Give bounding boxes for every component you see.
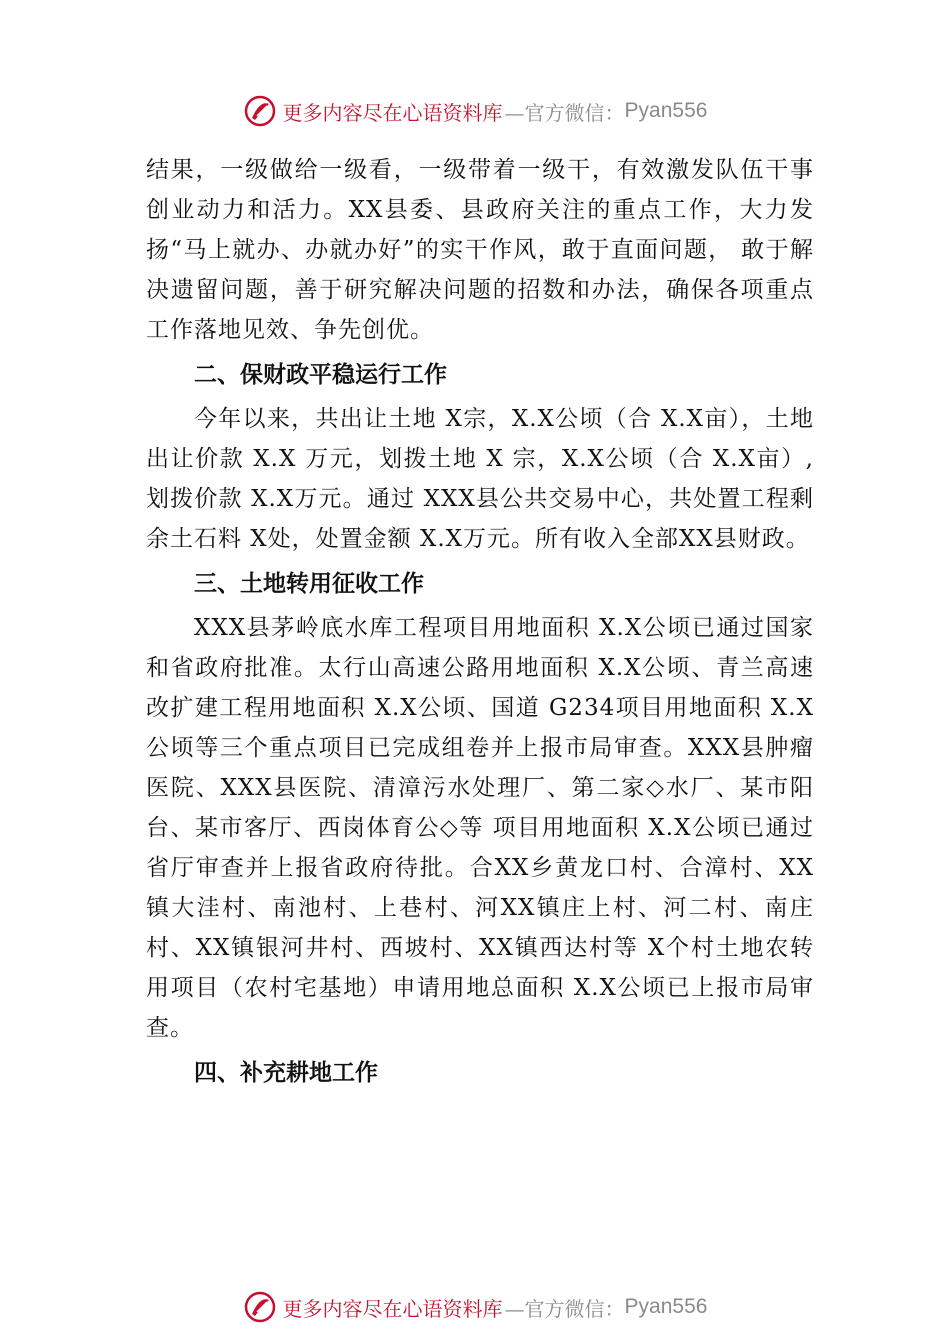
banner-account-text: Pyan556: [624, 1295, 708, 1318]
brand-logo-icon: [243, 1290, 277, 1324]
header-banner: [0, 94, 950, 128]
banner-site-text: 更多内容尽在心语资料库: [282, 100, 503, 125]
banner-site-text: 更多内容尽在心语资料库: [282, 1296, 503, 1321]
footer-banner: [0, 1290, 950, 1324]
brand-logo-icon: [243, 94, 277, 128]
banner-separator-text: —官方微信：: [504, 1296, 625, 1321]
banner-separator-text: —官方微信：: [504, 100, 625, 125]
section-heading-2: 二、保财政平稳运行工作: [194, 362, 447, 388]
document-body: [146, 150, 814, 1097]
banner-account-text: Pyan556: [624, 99, 708, 122]
section-heading-3: 三、土地转用征收工作: [194, 571, 424, 597]
paragraph-section-3: XXX县茅岭底水库工程项目用地面积 X.X公顷已通过国家和省政府批准。太行山高速公路用地面积 X.X公顷、青兰高速改扩建工程用地面积 X.X公顷、国道 G234项目用地面积 X.X 公顷等三个重点项目已完成组卷并上报市局审查。XXX县肿瘤医院、XXX县医院、清漳污水处理厂、第二家◇水厂、某市阳台、某市客厅、西岗体育公◇等 项目用地面积 X.X公顷已通过省厅审查并上报省政府待批。合XX乡黄龙口村、合漳村、XX镇大洼村、南池村、上巷村、河XX镇庄上村、河二村、南庄村、XX镇银河井村、西坡村、XX镇西达村等 X个村土地农转用项目（农村宅基地）申请用地总面积 X.X公顷已上报市局审查。: [146, 615, 814, 1041]
section-heading-4: 四、补充耕地工作: [194, 1060, 378, 1086]
paragraph-intro: 结果，一级做给一级看，一级带着一级干，有效激发队伍干事创业动力和活力。XX县委、县政府关注的重点工作，大力发扬“马上就办、办就办好”的实干作风，敢于直面问题， 敢于解决遗留问题，善于研究解决问题的招数和办法，确保各项重点工作落地见效、争先创优。: [146, 157, 814, 343]
paragraph-section-2: 今年以来，共出让土地 X宗，X.X公顷（合 X.X亩），土地出让价款 X.X 万元，划拨土地 X 宗，X.X公顷（合 X.X亩）,划拨价款 X.X万元。通过 XXX县公共交易中心，共处置工程剩余土石料 X处，处置金额 X.X万元。所有收入全部XX县财政。: [146, 406, 814, 552]
